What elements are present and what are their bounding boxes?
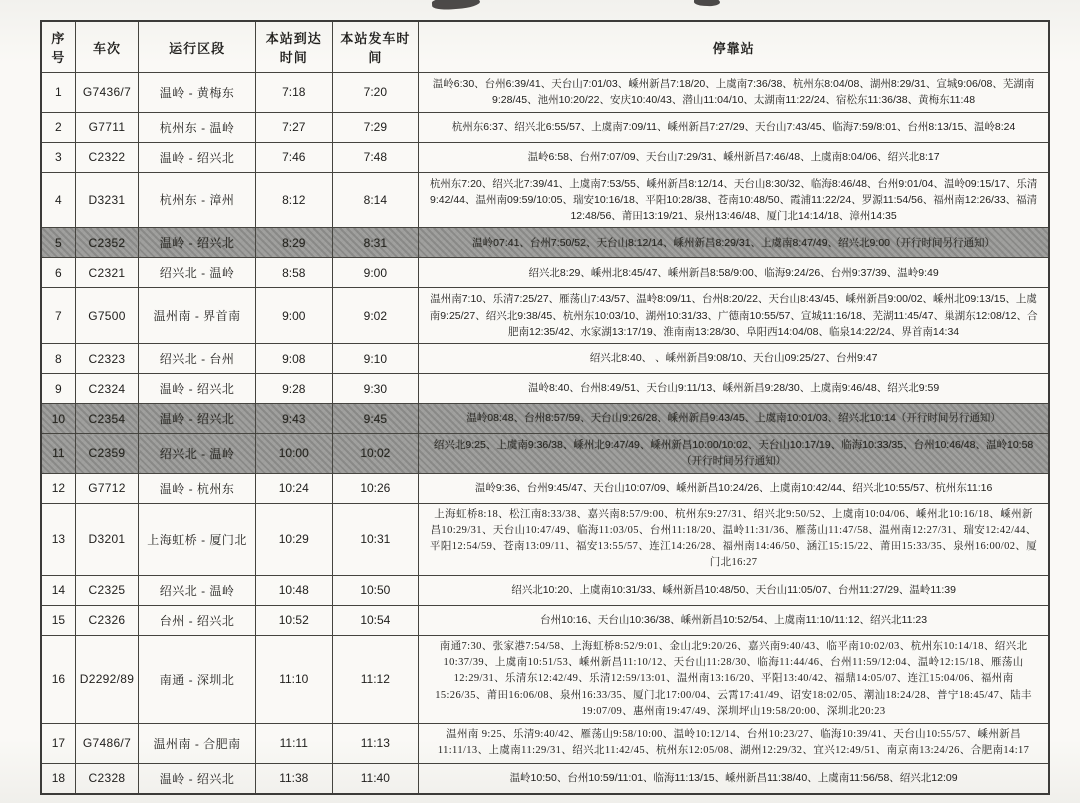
row-number-cell: 18 [41,763,75,794]
route-cell: 温岭 - 黄梅东 [139,73,256,113]
table-row [41,635,1049,723]
departure-time-cell: 9:02 [332,288,419,344]
train-number-cell: C2352 [75,228,138,258]
row-number-cell: 13 [41,503,75,575]
train-number-cell: C2324 [75,374,138,404]
arrival-time-cell: 11:38 [256,763,333,794]
departure-time-cell: 9:00 [332,258,419,288]
departure-time-cell: 11:40 [332,763,419,794]
arrival-time-cell: 7:46 [256,142,333,172]
route-cell: 温岭 - 绍兴北 [139,404,256,434]
route-cell: 杭州东 - 温岭 [139,112,256,142]
departure-time-cell: 10:02 [332,434,419,474]
train-number-cell: G7712 [75,473,138,503]
train-number-cell: C2328 [75,763,138,794]
route-cell: 温岭 - 绍兴北 [139,374,256,404]
train-number-cell: G7486/7 [75,724,138,764]
arrival-time-cell: 9:43 [256,404,333,434]
route-cell: 上海虹桥 - 厦门北 [139,503,256,575]
stops-cell: 温岭6:30、台州6:39/41、天台山7:01/03、嵊州新昌7:18/20、上虞南7:36/38、杭州东8:04/08、湖州8:29/31、宣城9:06/08、芜湖南9:28/45、池州10:20/22、安庆10:40/43、潜山11:04/10、太湖南11:22/24、宿松东11:36/38、黄梅东11:48 [419,73,1049,113]
stops-cell: 绍兴北8:40、 、嵊州新昌9:08/10、天台山09:25/27、台州9:47 [419,344,1049,374]
departure-time-cell: 8:14 [332,172,419,228]
stops-cell: 杭州东7:20、绍兴北7:39/41、上虞南7:53/55、嵊州新昌8:12/14、天台山8:30/32、临海8:46/48、台州9:01/04、温岭09:15/17、乐清9:42/44、温州南09:59/10:05、瑞安10:16/18、平阳10:28/38、苍南10:48/50、霞浦11:22/24、罗源11:54/56、福州南12:26/33、福清12:48/56、莆田13:19/21、泉州13:46/48、厦门北14:14/18、漳州14:35 [419,172,1049,228]
stops-cell: 温岭08:48、台州8:57/59、天台山9:26/28、嵊州新昌9:43/45、上虞南10:01/03、绍兴北10:14（开行时间另行通知） [419,404,1049,434]
route-cell: 南通 - 深圳北 [139,635,256,723]
route-cell: 温州南 - 界首南 [139,288,256,344]
departure-time-cell: 11:13 [332,724,419,764]
stops-cell: 杭州东6:37、绍兴北6:55/57、上虞南7:09/11、嵊州新昌7:27/29、天台山7:43/45、临海7:59/8:01、台州8:13/15、温岭8:24 [419,112,1049,142]
departure-time-cell: 10:50 [332,575,419,605]
row-number-cell: 14 [41,575,75,605]
departure-time-cell: 8:31 [332,228,419,258]
row-number-cell: 7 [41,288,75,344]
departure-time-cell: 7:48 [332,142,419,172]
departure-time-cell: 10:54 [332,605,419,635]
table-row [41,258,1049,288]
train-number-cell: G7436/7 [75,73,138,113]
row-number-cell: 17 [41,724,75,764]
scan-smudge-artifact [694,0,720,7]
departure-time-cell: 9:30 [332,374,419,404]
col-header-train-number: 车次 [75,21,138,73]
route-cell: 温州南 - 合肥南 [139,724,256,764]
train-number-cell: C2326 [75,605,138,635]
train-number-cell: G7711 [75,112,138,142]
table-row [41,404,1049,434]
row-number-cell: 8 [41,344,75,374]
arrival-time-cell: 7:27 [256,112,333,142]
table-row [41,344,1049,374]
route-cell: 温岭 - 绍兴北 [139,142,256,172]
train-number-cell: C2359 [75,434,138,474]
stops-cell: 温岭9:36、台州9:45/47、天台山10:07/09、嵊州新昌10:24/26、上虞南10:42/44、绍兴北10:55/57、杭州东11:16 [419,473,1049,503]
table-row [41,724,1049,764]
table-row [41,503,1049,575]
train-number-cell: C2354 [75,404,138,434]
departure-time-cell: 9:45 [332,404,419,434]
row-number-cell: 15 [41,605,75,635]
table-row [41,112,1049,142]
route-cell: 温岭 - 绍兴北 [139,763,256,794]
departure-time-cell: 9:10 [332,344,419,374]
col-header-departure-time: 本站发车时间 [332,21,419,73]
stops-cell: 温州南7:10、乐清7:25/27、雁荡山7:43/57、温岭8:09/11、台州8:20/22、天台山8:43/45、嵊州新昌9:00/02、嵊州北09:13/15、上虞南9:25/27、绍兴北9:38/45、杭州东10:03/10、湖州10:31/33、广德南10:55/57、宣城11:16/18、芜湖11:45/47、巢湖东12:08/12、合肥南12:35/42、水家湖13:17/19、淮南南13:28/30、阜阳西14:04/08、临泉14:22/24、界首南14:34 [419,288,1049,344]
col-header-stops: 停靠站 [419,21,1049,73]
train-number-cell: C2321 [75,258,138,288]
table-row [41,605,1049,635]
stops-cell: 南通7:30、张家港7:54/58、上海虹桥8:52/9:01、金山北9:20/26、嘉兴南9:40/43、临平南10:02/03、杭州东10:14/18、绍兴北10:37/39、上虞南10:51/53、嵊州新昌11:10/12、天台山11:28/30、临海11:44/46、台州11:59/12:04、温岭12:15/18、雁荡山12:29/31、乐清东12:42/49、乐清12:59/13:01、温州南13:16/20、平阳13:40/42、福鼎14:05/07、连江15:04/06、福州南15:26/35、莆田16:06/08、泉州16:33/35、厦门北17:00/04、云霄17:41/49、诏安18:02/05、潮汕18:24/28、普宁18:45/47、陆丰19:07/09、惠州南19:47/49、深圳坪山19:58/20:00、深圳北20:23 [419,635,1049,723]
table-row [41,142,1049,172]
row-number-cell: 10 [41,404,75,434]
row-number-cell: 12 [41,473,75,503]
col-header-arrival-time: 本站到达时间 [256,21,333,73]
table-row [41,575,1049,605]
arrival-time-cell: 8:12 [256,172,333,228]
stops-cell: 温岭8:40、台州8:49/51、天台山9:11/13、嵊州新昌9:28/30、上虞南9:46/48、绍兴北9:59 [419,374,1049,404]
route-cell: 台州 - 绍兴北 [139,605,256,635]
stops-cell: 温州南 9:25、乐清9:40/42、雁荡山9:58/10:00、温岭10:12/14、台州10:23/27、临海10:39/41、天台山10:55/57、嵊州新昌11:11/13、上虞南11:29/31、绍兴北11:42/45、杭州东12:05/08、湖州12:29/32、宜兴12:49/51、南京南13:24/26、合肥南14:17 [419,724,1049,764]
train-number-cell: C2325 [75,575,138,605]
row-number-cell: 1 [41,73,75,113]
row-number-cell: 16 [41,635,75,723]
table-row [41,374,1049,404]
train-number-cell: C2323 [75,344,138,374]
train-number-cell: G7500 [75,288,138,344]
arrival-time-cell: 8:58 [256,258,333,288]
route-cell: 绍兴北 - 温岭 [139,434,256,474]
route-cell: 绍兴北 - 温岭 [139,575,256,605]
train-number-cell: D2292/89 [75,635,138,723]
row-number-cell: 3 [41,142,75,172]
scan-smudge-artifact [432,0,481,11]
arrival-time-cell: 10:48 [256,575,333,605]
row-number-cell: 9 [41,374,75,404]
departure-time-cell: 10:31 [332,503,419,575]
arrival-time-cell: 10:24 [256,473,333,503]
arrival-time-cell: 9:00 [256,288,333,344]
departure-time-cell: 7:20 [332,73,419,113]
col-header-route: 运行区段 [139,21,256,73]
stops-cell: 台州10:16、天台山10:36/38、嵊州新昌10:52/54、上虞南11:10/11:12、绍兴北11:23 [419,605,1049,635]
arrival-time-cell: 10:29 [256,503,333,575]
header-row [41,21,1049,73]
row-number-cell: 2 [41,112,75,142]
departure-time-cell: 10:26 [332,473,419,503]
train-timetable [40,20,1050,795]
col-header-index: 序号 [41,21,75,73]
train-number-cell: C2322 [75,142,138,172]
table-header [41,21,1049,73]
route-cell: 绍兴北 - 台州 [139,344,256,374]
arrival-time-cell: 8:29 [256,228,333,258]
stops-cell: 上海虹桥8:18、松江南8:33/38、嘉兴南8:57/9:00、杭州东9:27/31、绍兴北9:50/52、上虞南10:04/06、嵊州北10:16/18、嵊州新昌10:29/31、天台山10:47/49、临海11:03/05、台州11:18/20、温岭11:31/36、雁荡山11:47/58、温州南12:27/31、瑞安12:42/44、平阳12:54/59、苍南13:09/11、福安13:55/57、连江14:26/28、福州南14:46/50、涵江15:15/22、莆田15:33/35、泉州16:00/02、厦门北16:27 [419,503,1049,575]
arrival-time-cell: 9:08 [256,344,333,374]
table-body [41,73,1049,794]
departure-time-cell: 11:12 [332,635,419,723]
arrival-time-cell: 11:10 [256,635,333,723]
table-row [41,763,1049,794]
row-number-cell: 11 [41,434,75,474]
arrival-time-cell: 10:00 [256,434,333,474]
table-row [41,288,1049,344]
route-cell: 温岭 - 绍兴北 [139,228,256,258]
arrival-time-cell: 7:18 [256,73,333,113]
arrival-time-cell: 10:52 [256,605,333,635]
table-row [41,228,1049,258]
table-row [41,473,1049,503]
stops-cell: 温岭07:41、台州7:50/52、天台山8:12/14、嵊州新昌8:29/31、上虞南8:47/49、绍兴北9:00（开行时间另行通知） [419,228,1049,258]
route-cell: 绍兴北 - 温岭 [139,258,256,288]
row-number-cell: 4 [41,172,75,228]
arrival-time-cell: 9:28 [256,374,333,404]
stops-cell: 绍兴北8:29、嵊州北8:45/47、嵊州新昌8:58/9:00、临海9:24/26、台州9:37/39、温岭9:49 [419,258,1049,288]
stops-cell: 绍兴北10:20、上虞南10:31/33、嵊州新昌10:48/50、天台山11:05/07、台州11:27/29、温岭11:39 [419,575,1049,605]
train-number-cell: D3201 [75,503,138,575]
arrival-time-cell: 11:11 [256,724,333,764]
train-number-cell: D3231 [75,172,138,228]
stops-cell: 绍兴北9:25、上虞南9:36/38、嵊州北9:47/49、嵊州新昌10:00/10:02、天台山10:17/19、临海10:33/35、台州10:46/48、温岭10:58（开行时间另行通知） [419,434,1049,474]
route-cell: 温岭 - 杭州东 [139,473,256,503]
stops-cell: 温岭10:50、台州10:59/11:01、临海11:13/15、嵊州新昌11:38/40、上虞南11:56/58、绍兴北12:09 [419,763,1049,794]
departure-time-cell: 7:29 [332,112,419,142]
stops-cell: 温岭6:58、台州7:07/09、天台山7:29/31、嵊州新昌7:46/48、上虞南8:04/06、绍兴北8:17 [419,142,1049,172]
row-number-cell: 6 [41,258,75,288]
table-row [41,434,1049,474]
row-number-cell: 5 [41,228,75,258]
route-cell: 杭州东 - 漳州 [139,172,256,228]
table-row [41,73,1049,113]
table-row [41,172,1049,228]
